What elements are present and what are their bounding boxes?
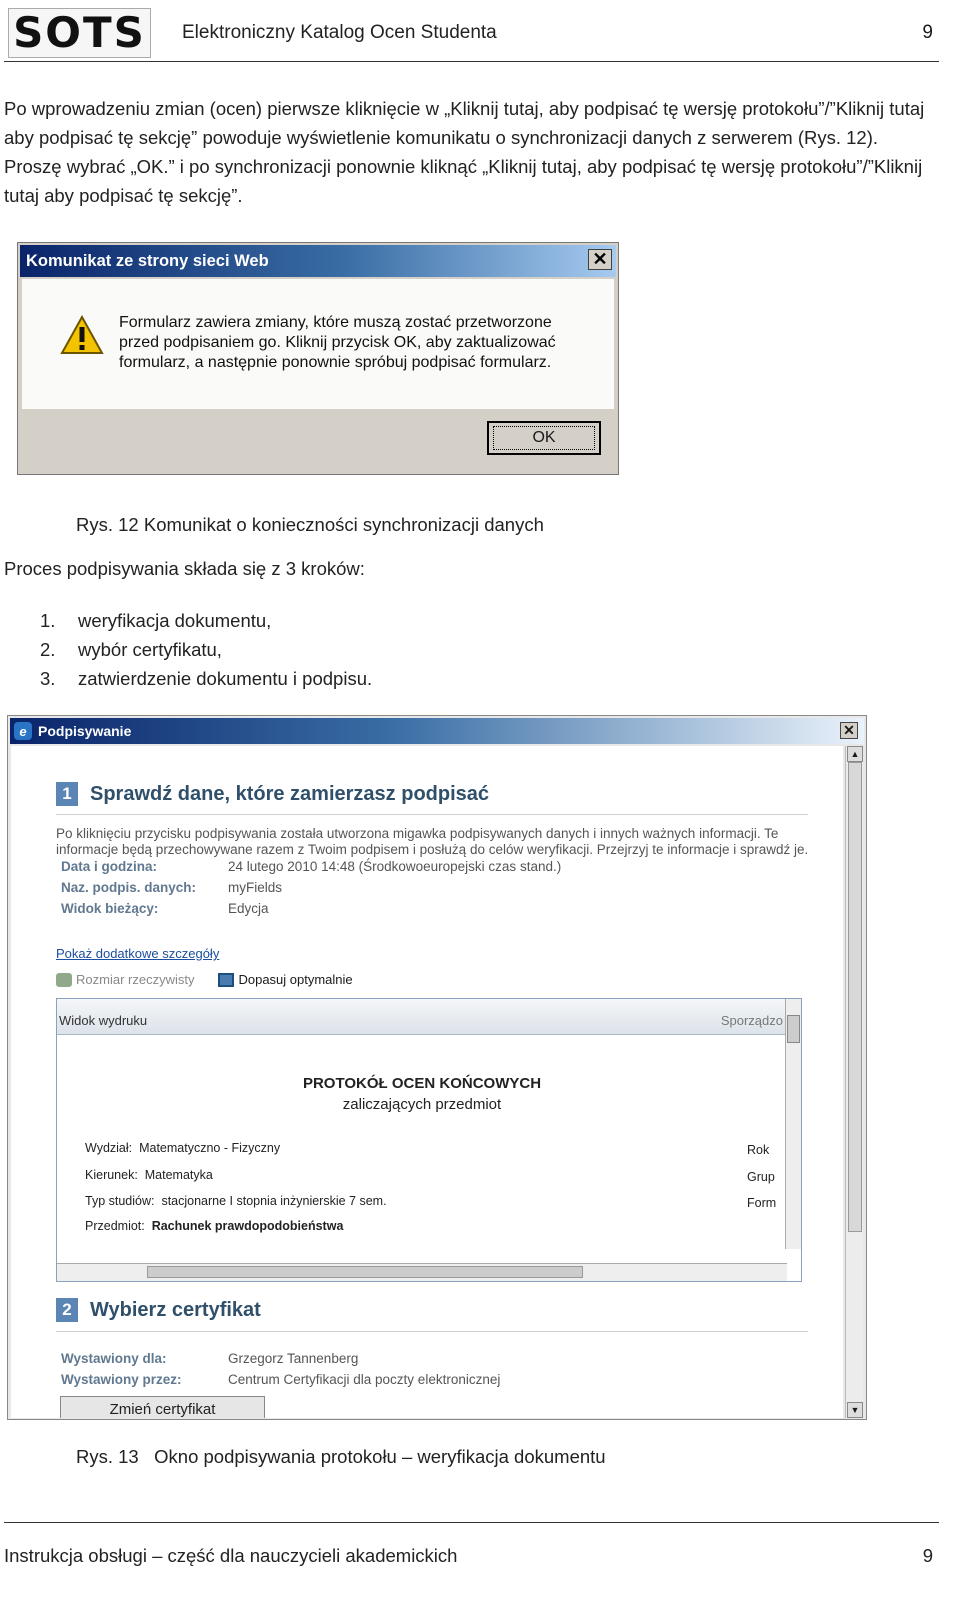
section-number: 1 bbox=[56, 782, 78, 806]
print-preview[interactable] bbox=[56, 998, 802, 1282]
dialog-titlebar bbox=[20, 245, 616, 277]
field-label: Wystawiony dla: bbox=[61, 1351, 167, 1366]
field-value: myFields bbox=[228, 880, 283, 895]
row-label: Typ studiów: bbox=[85, 1194, 155, 1208]
row-value: Matematyczno - Fizyczny bbox=[139, 1141, 281, 1155]
protocol-row bbox=[85, 1168, 213, 1182]
header-title: Elektroniczny Katalog Ocen Studenta bbox=[182, 22, 497, 43]
scroll-up-arrow-icon[interactable]: ▲ bbox=[847, 746, 863, 762]
field-value: Centrum Certyfikacji dla poczty elektronicznej bbox=[228, 1372, 501, 1387]
section-1-header bbox=[56, 782, 489, 806]
field-label: Widok bieżący: bbox=[61, 901, 159, 916]
intro-paragraph: Po wprowadzeniu zmian (ocen) pierwsze kliknięcie w „Kliknij tutaj, aby podpisać tę wersję protokołu”/”Kliknij tutaj aby podpisać tę sekcję” powoduje wyświetlenie komunikatu o synchronizacji danych z serwerem (Rys. 12). Proszę wybrać „OK.” i po synchronizacji ponownie kliknąć „Kliknij tutaj, aby podpisać tę wersję protokołu”/”Kliknij tutaj aby podpisać tę sekcję”. bbox=[4, 98, 925, 206]
fit-icon bbox=[218, 973, 234, 987]
preview-header-left: Widok wydruku bbox=[59, 1013, 148, 1028]
figure-caption-13: Rys. 13 Okno podpisywania protokołu – weryfikacja dokumentu bbox=[76, 1446, 606, 1467]
ok-button[interactable] bbox=[487, 421, 601, 455]
preview-toolbar bbox=[56, 972, 353, 987]
message-line: formularz, a następnie ponownie spróbuj podpisać formularz. bbox=[119, 354, 552, 371]
field-label: Naz. podpis. danych: bbox=[61, 880, 197, 895]
preview-horizontal-scrollbar[interactable] bbox=[57, 1263, 787, 1281]
scroll-down-arrow-icon[interactable]: ▼ bbox=[847, 1402, 863, 1418]
preview-header bbox=[57, 999, 785, 1035]
field-value: Edycja bbox=[228, 901, 269, 916]
window-title: Podpisywanie bbox=[38, 723, 132, 739]
protocol-row bbox=[85, 1194, 387, 1208]
snapshot-info: Po kliknięciu przycisku podpisywania została utworzona migawka podpisywanych danych i innych ważnych informacji. Te informacje będą przechowywane razem z Twoim podpisem i posłużą do celów weryfikacji. Przejrzyj te informacje i sprawdź je. bbox=[56, 826, 809, 857]
actual-size-button[interactable] bbox=[56, 972, 194, 987]
row-label: Wydział: bbox=[85, 1141, 133, 1155]
step-number: 2. bbox=[40, 639, 56, 660]
message-line: Formularz zawiera zmiany, które muszą zostać przetworzone bbox=[119, 314, 552, 331]
close-icon[interactable]: ✕ bbox=[840, 722, 858, 739]
ie-icon: e bbox=[14, 722, 32, 740]
section-title: Sprawdź dane, które zamierzasz podpisać bbox=[90, 782, 490, 805]
scroll-thumb[interactable] bbox=[787, 1015, 800, 1043]
header-page-number: 9 bbox=[922, 22, 933, 43]
dialog-message bbox=[119, 313, 589, 373]
message-line: przed podpisaniem go. Kliknij przycisk OK, aby zaktualizować bbox=[119, 334, 556, 351]
right-label: Rok bbox=[747, 1143, 770, 1157]
step-text: zatwierdzenie dokumentu i podpisu. bbox=[78, 668, 373, 689]
preview-header-right: Sporządzo bbox=[720, 1013, 783, 1028]
right-label: Grup bbox=[747, 1170, 775, 1184]
process-intro: Proces podpisywania składa się z 3 kroków: bbox=[4, 558, 365, 579]
row-value: Rachunek prawdopodobieństwa bbox=[151, 1219, 344, 1233]
section-2-header bbox=[56, 1298, 261, 1322]
step-text: weryfikacja dokumentu, bbox=[78, 610, 272, 631]
divider bbox=[56, 814, 808, 815]
list-item bbox=[40, 635, 372, 664]
scroll-thumb[interactable] bbox=[147, 1266, 583, 1278]
row-label: Przedmiot: bbox=[85, 1219, 145, 1233]
actual-size-icon bbox=[56, 973, 72, 987]
steps-list bbox=[40, 606, 372, 693]
close-icon[interactable]: ✕ bbox=[588, 249, 612, 270]
footer-page-number: 9 bbox=[922, 1545, 933, 1566]
scroll-thumb[interactable] bbox=[848, 762, 862, 1232]
sots-logo bbox=[8, 8, 151, 58]
protocol-row bbox=[85, 1141, 280, 1155]
protocol-title: PROTOKÓŁ OCEN KOŃCOWYCH bbox=[302, 1075, 542, 1092]
protocol-row bbox=[85, 1219, 343, 1233]
field-value: Grzegorz Tannenberg bbox=[228, 1351, 359, 1366]
window-titlebar bbox=[10, 718, 864, 744]
list-item bbox=[40, 606, 372, 635]
step-number: 3. bbox=[40, 668, 56, 689]
ok-label: OK bbox=[532, 429, 556, 446]
list-item bbox=[40, 664, 372, 693]
protocol-subtitle: zaliczających przedmiot bbox=[342, 1096, 502, 1113]
show-details-link[interactable]: Pokaż dodatkowe szczegóły bbox=[56, 946, 220, 961]
change-certificate-button[interactable]: Zmień certyfikat bbox=[60, 1396, 265, 1418]
actual-size-label: Rozmiar rzeczywisty bbox=[76, 972, 195, 987]
logo-text: SOTS bbox=[13, 8, 146, 57]
warning-icon bbox=[60, 315, 104, 355]
divider bbox=[56, 1331, 808, 1332]
right-label: Form bbox=[747, 1196, 777, 1210]
dialog-title: Komunikat ze strony sieci Web bbox=[26, 252, 269, 270]
signing-content bbox=[11, 746, 843, 1418]
dialog-body bbox=[22, 279, 614, 409]
row-value: stacjonarne I stopnia inżynierskie 7 sem. bbox=[161, 1194, 387, 1208]
preview-vertical-scrollbar[interactable] bbox=[785, 999, 801, 1249]
page-footer bbox=[4, 1522, 939, 1566]
field-label: Data i godzina: bbox=[61, 859, 158, 874]
field-value: 24 lutego 2010 14:48 (Środkowoeuropejski czas stand.) bbox=[228, 859, 562, 874]
page-header bbox=[4, 4, 939, 62]
window-vertical-scrollbar[interactable] bbox=[845, 746, 863, 1418]
step-number: 1. bbox=[40, 610, 56, 631]
signing-window bbox=[7, 715, 867, 1420]
row-value: Matematyka bbox=[144, 1168, 213, 1182]
field-label: Wystawiony przez: bbox=[61, 1372, 182, 1387]
row-label: Kierunek: bbox=[85, 1168, 138, 1182]
web-message-dialog bbox=[17, 242, 619, 475]
footer-text: Instrukcja obsługi – część dla nauczycieli akademickich bbox=[4, 1545, 458, 1566]
fit-button[interactable] bbox=[218, 972, 352, 987]
fit-label: Dopasuj optymalnie bbox=[238, 972, 353, 987]
step-text: wybór certyfikatu, bbox=[78, 639, 222, 660]
section-title: Wybierz certyfikat bbox=[90, 1298, 261, 1321]
figure-caption-12: Rys. 12 Komunikat o konieczności synchronizacji danych bbox=[76, 514, 544, 535]
section-number: 2 bbox=[56, 1298, 78, 1322]
focus-ring bbox=[493, 426, 595, 450]
